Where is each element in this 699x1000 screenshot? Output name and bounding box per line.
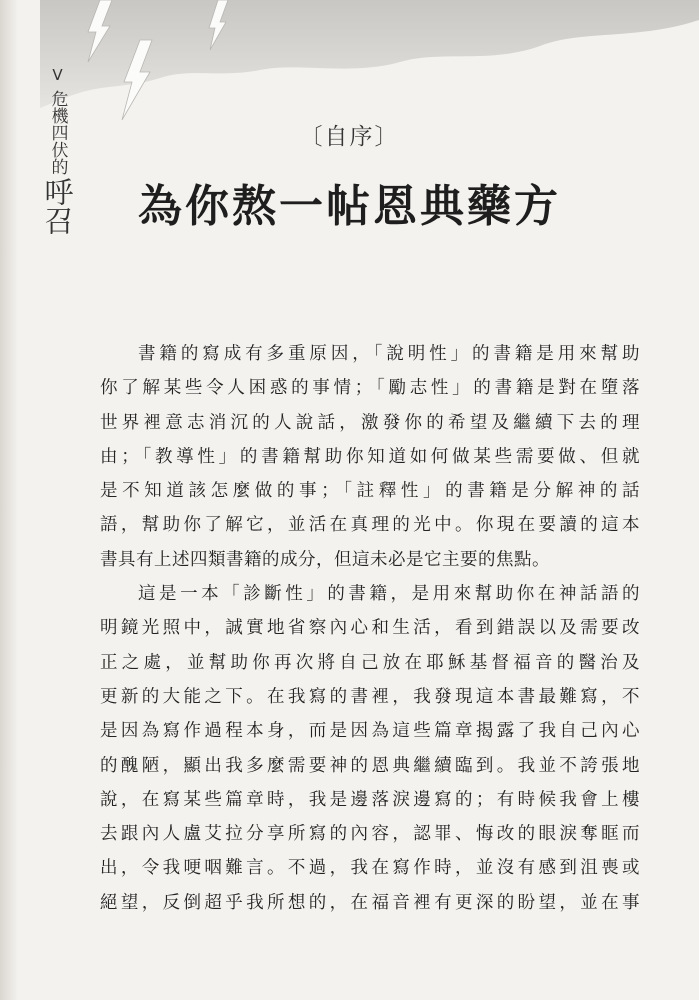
text-line: 是不知道該怎麼做的事；「註釋性」的書籍是分解神的話 xyxy=(100,481,640,502)
part-number: V xyxy=(52,66,64,84)
text-line: 是因為寫作過程本身，而是因為這些篇章揭露了我自己內心 xyxy=(100,721,640,742)
book-title: 呼召 xyxy=(40,177,75,235)
text-line: 說，在寫某些篇章時，我是邊落淚邊寫的；有時候我會上樓 xyxy=(100,789,640,810)
text-line: 正之處，並幫助你再次將自己放在耶穌基督福音的醫治及 xyxy=(100,652,640,673)
book-subtitle: 危機四伏的 xyxy=(47,90,68,175)
text-line: 明鏡光照中，誠實地省察內心和生活，看到錯誤以及需要改 xyxy=(100,618,640,639)
text-line: 出，令我哽咽難言。不過，我在寫作時，並沒有感到沮喪或 xyxy=(100,858,640,879)
text-line: 由；「教導性」的書籍幫助你知道如何做某些需要做、但就 xyxy=(100,446,640,467)
paragraph-2 xyxy=(100,577,640,920)
text-line: 的醜陋，顯出我多麼需要神的恩典繼續臨到。我並不誇張地 xyxy=(100,755,640,776)
storm-cloud-illustration xyxy=(40,0,699,120)
text-line: 書籍的寫成有多重原因，「說明性」的書籍是用來幫助 xyxy=(138,344,640,364)
text-line: 書具有上述四類書籍的成分，但這未必是它主要的焦點。 xyxy=(100,549,550,570)
text-line: 這是一本「診斷性」的書籍，是用來幫助你在神話語的 xyxy=(138,584,640,605)
preface-label: 〔自序〕 xyxy=(299,124,400,150)
text-line: 你了解某些令人困惑的事情；「勵志性」的書籍是對在墮落 xyxy=(100,378,640,399)
paragraph-1 xyxy=(100,337,640,577)
preface-body xyxy=(100,337,640,920)
text-line: 世界裡意志消沉的人說話，激發你的希望及繼續下去的理 xyxy=(100,412,640,433)
text-line: 絕望，反倒超乎我所想的，在福音裡有更深的盼望，並在事 xyxy=(100,892,640,913)
text-line: 更新的大能之下。在我寫的書裡，我發現這本書最難寫，不 xyxy=(100,686,640,707)
text-line: 去跟內人盧艾拉分享所寫的內容，認罪、悔改的眼淚奪眶而 xyxy=(100,824,640,845)
page-title: 為你熬一帖恩典藥方 xyxy=(138,181,561,232)
text-line: 語，幫助你了解它，並活在真理的光中。你現在要讀的這本 xyxy=(100,515,640,536)
